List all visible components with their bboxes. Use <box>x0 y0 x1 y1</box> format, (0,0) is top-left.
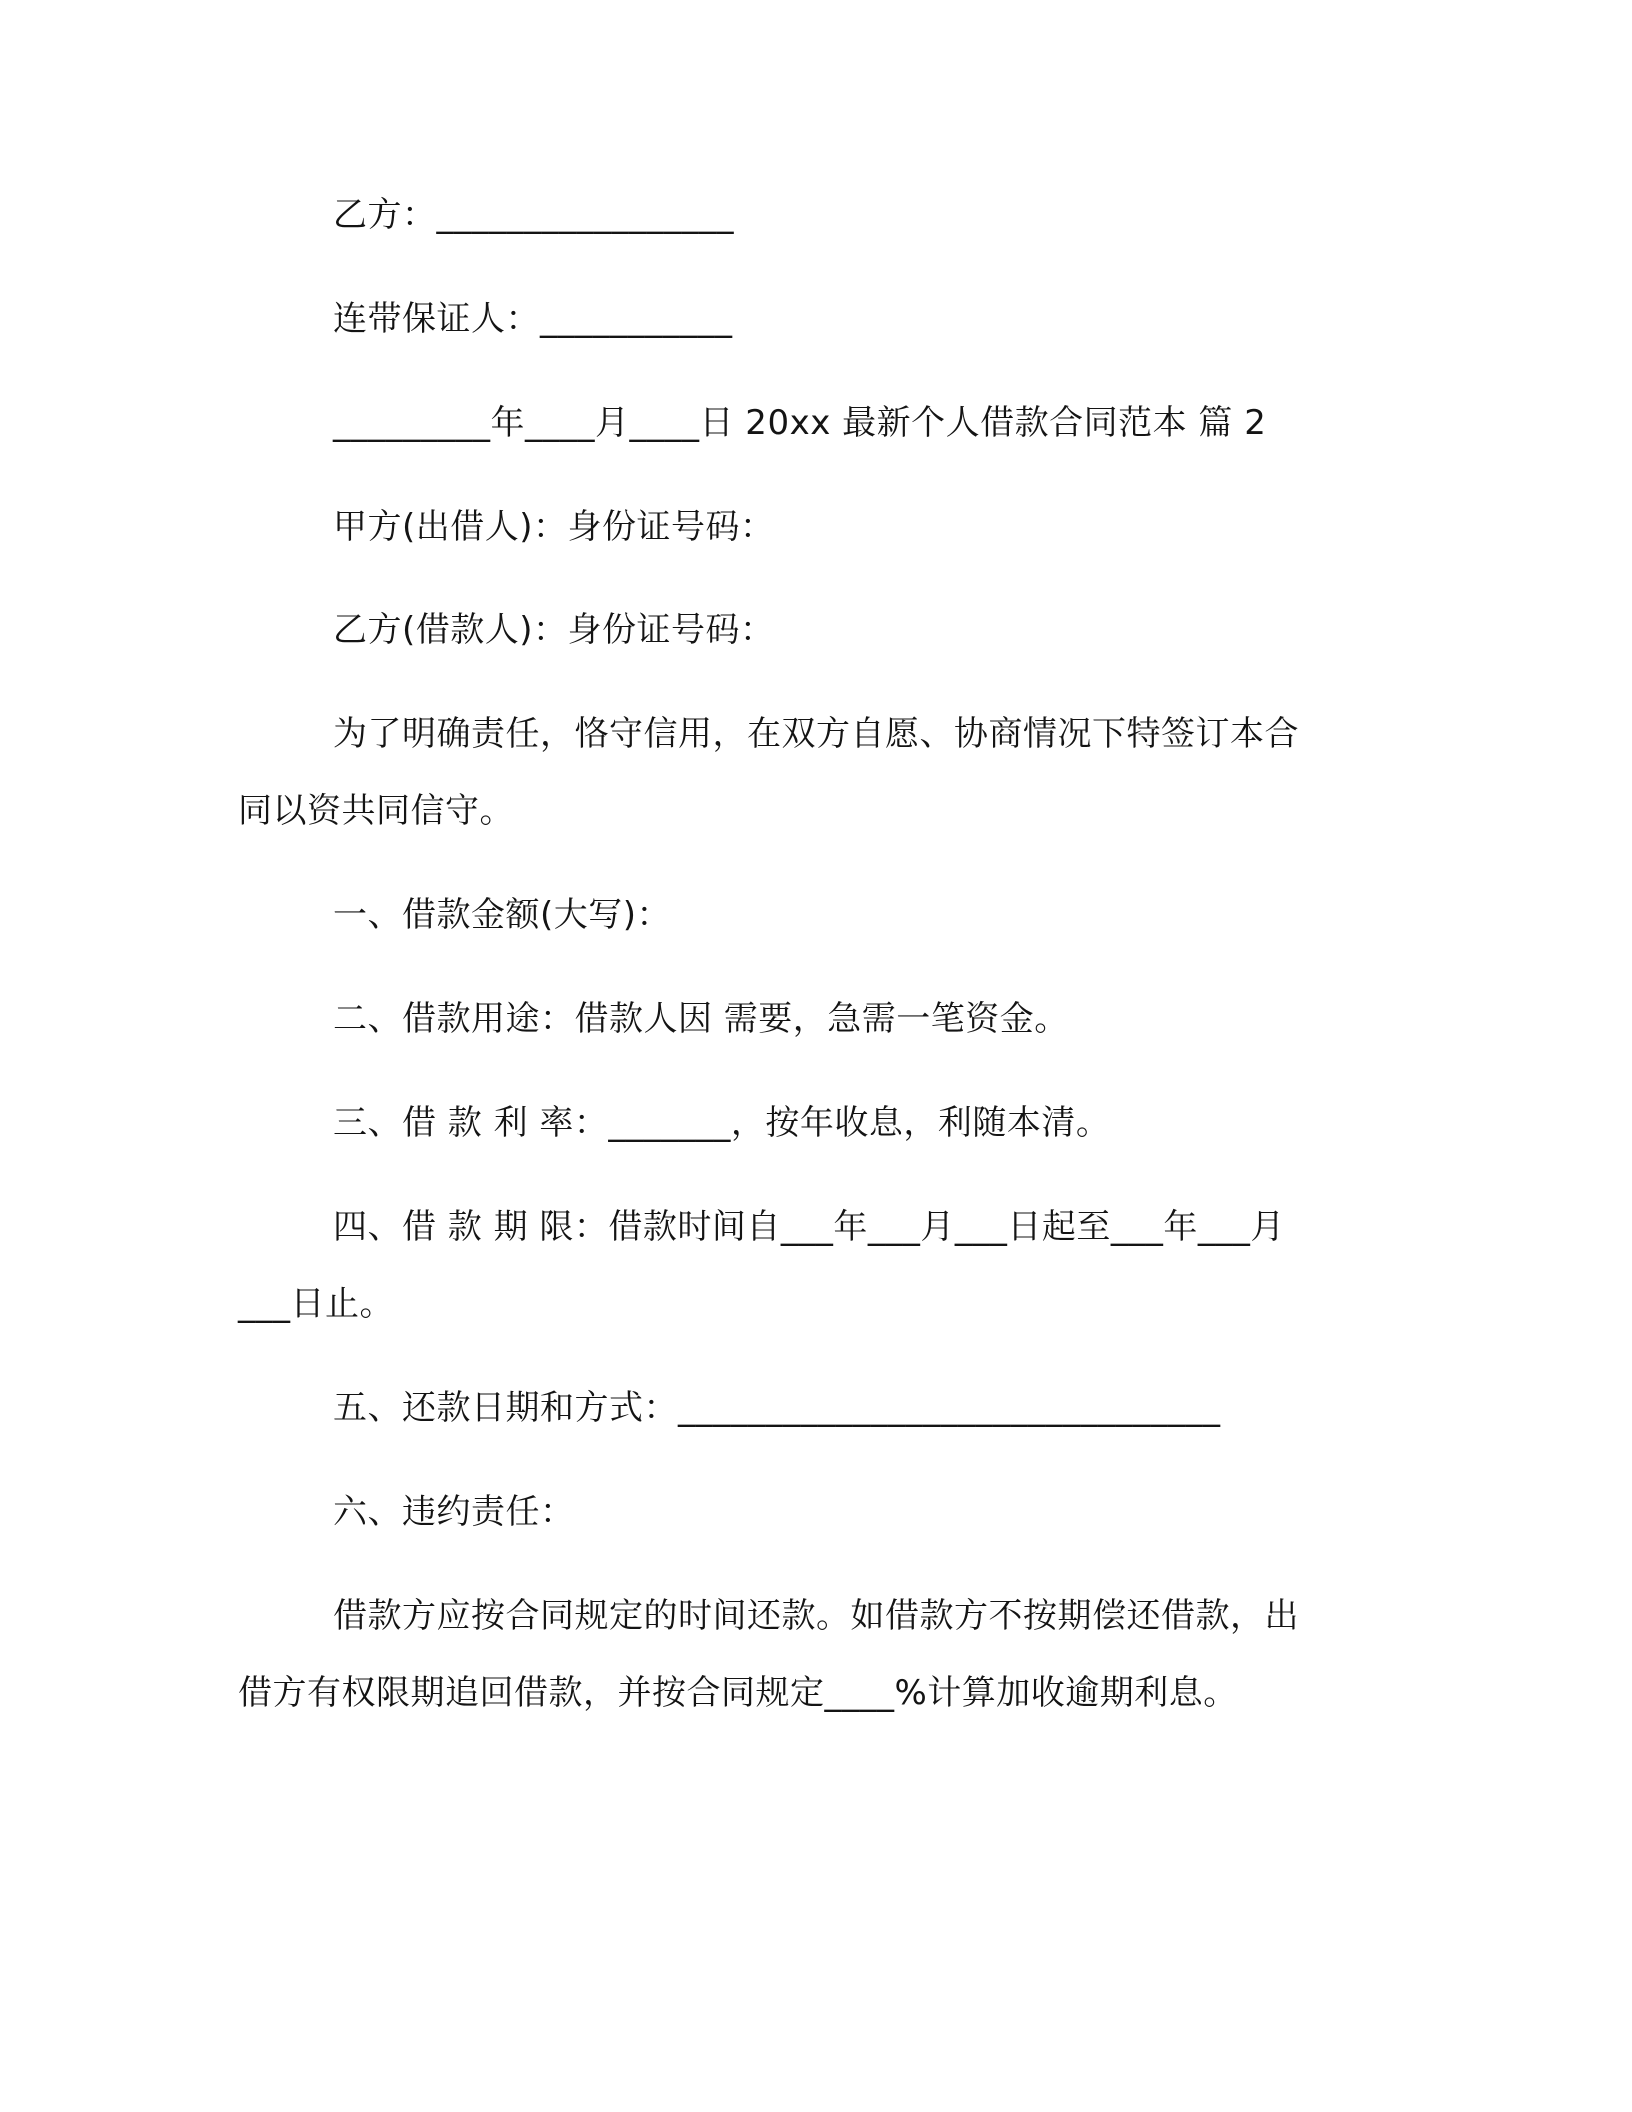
preamble-line-2: 同以资共同信守。 <box>238 791 514 831</box>
clause-3-interest: 三、借 款 利 率：_______，按年收息，利随本清。 <box>333 1103 1111 1143</box>
party-b-borrower-line: 乙方(借款人)：身份证号码： <box>333 610 775 650</box>
clause-4-term-line-1: 四、借 款 期 限：借款时间自___年___月___日起至___年___月 <box>333 1207 1285 1247</box>
clause-1-amount: 一、借款金额(大写)： <box>333 895 672 935</box>
preamble-line-1: 为了明确责任，恪守信用，在双方自愿、协商情况下特签订本合 <box>333 714 1299 754</box>
clause-5-repayment: 五、还款日期和方式：_______________________________ <box>333 1388 1221 1428</box>
guarantor-line: 连带保证人：___________ <box>333 299 733 339</box>
clause-6-liability: 六、违约责任： <box>333 1492 575 1532</box>
liability-text-line-1: 借款方应按合同规定的时间还款。如借款方不按期偿还借款，出 <box>333 1596 1299 1636</box>
liability-text-line-2: 借方有权限期追回借款，并按合同规定____%计算加收逾期利息。 <box>238 1673 1238 1713</box>
clause-2-purpose: 二、借款用途：借款人因 需要，急需一笔资金。 <box>333 999 1069 1039</box>
party-b-line: 乙方：_________________ <box>333 195 734 235</box>
clause-4-term-line-2: ___日止。 <box>238 1284 394 1324</box>
party-a-lender-line: 甲方(出借人)：身份证号码： <box>333 507 775 547</box>
date-and-title-line: _________年____月____日 20xx 最新个人借款合同范本 篇 2 <box>333 403 1267 443</box>
